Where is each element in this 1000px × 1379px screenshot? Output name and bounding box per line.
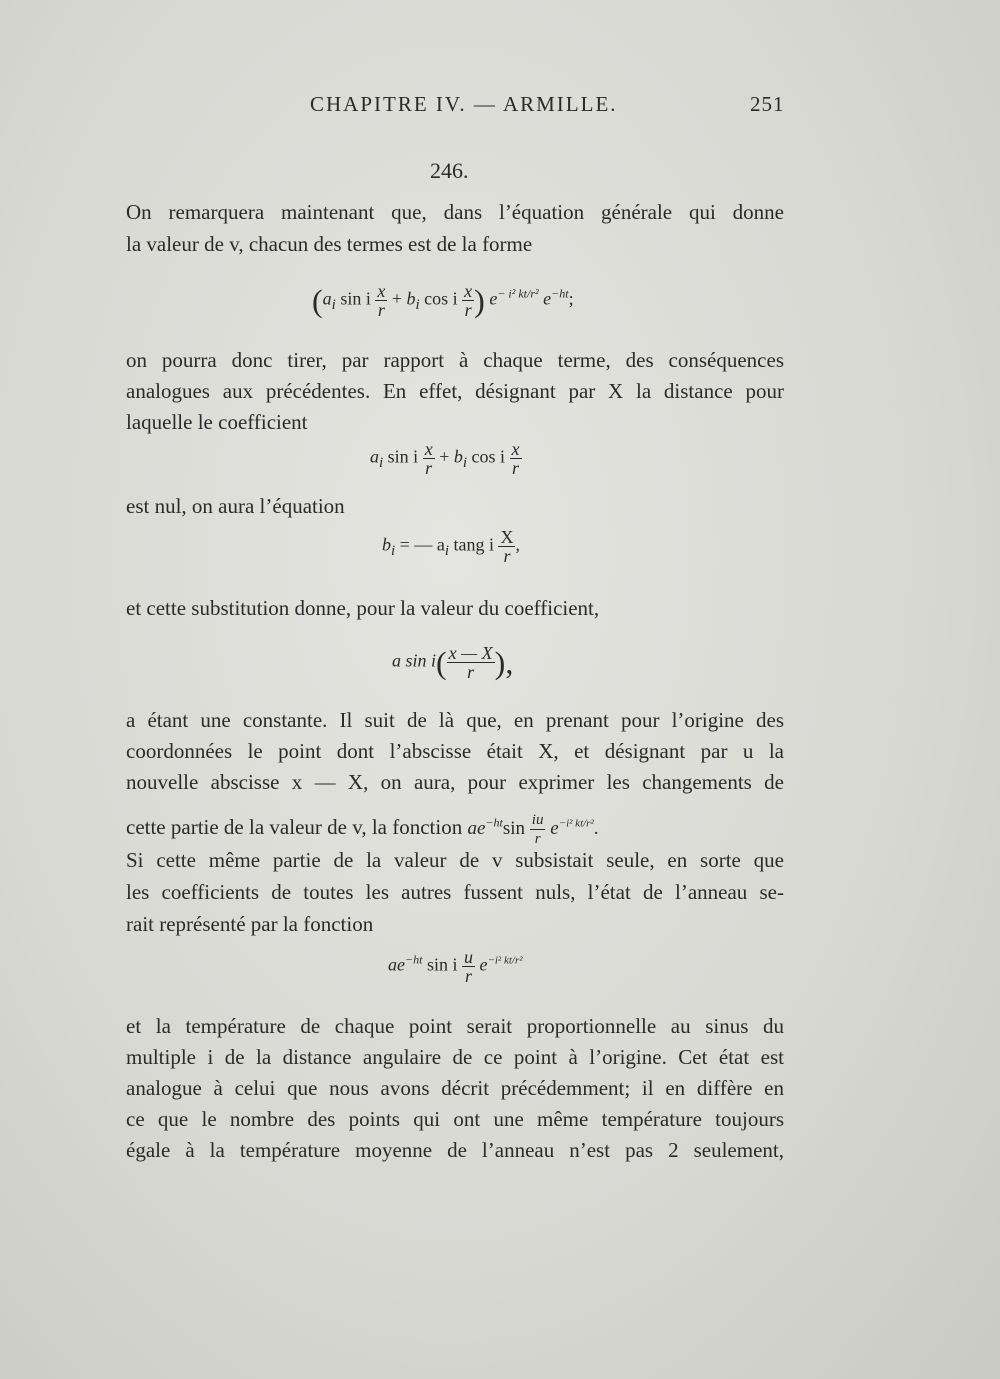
paragraph-line: nouvelle abscisse x — X, on aura, pour exprimer les changements de <box>126 770 784 794</box>
paragraph-line: ce que le nombre des points qui ont une même température toujours <box>126 1107 784 1131</box>
paragraph-line: les coefficients de toutes les autres fussent nuls, l’état de l’anneau se- <box>126 880 784 904</box>
formula-b-equation: $b_i$ = — $a_i$ tang i $\frac{X}{r}$ , <box>382 527 520 566</box>
paragraph-line: a étant une constante. Il suit de là que, en prenant pour l’origine des <box>126 708 784 732</box>
paragraph-line: et cette substitution donne, pour la valeur du coefficient, <box>126 596 600 620</box>
paragraph-line: rait représenté par la fonction <box>126 912 374 936</box>
paragraph-line: analogues aux précédentes. En effet, désignant par X la distance pour <box>126 379 784 403</box>
section-number: 246. <box>430 158 469 183</box>
paragraph-line: multiple i de la distance angulaire de ce point à l’origine. Cet état est <box>126 1045 784 1069</box>
paragraph-line: la valeur de v, chacun des termes est de la forme <box>126 232 533 256</box>
formula-term-form: ($a_i$ sin i $\frac{x}{r}$ + $b_i$ cos i $\frac{x}{r}$ ) $e^{- i^2 kt/r^2}$ $e^{-ht}$; <box>312 281 574 320</box>
paragraph-line: analogue à celui que nous avons décrit précédemment; il en diffère en <box>126 1076 784 1100</box>
paragraph-line: cette partie de la valeur de v, la fonction $ae^{-ht}\sin$ $\frac{iu}{r}$ $e^{-i^2 kt/r^2}$. <box>126 812 599 847</box>
paragraph-line: égale à la température moyenne de l’anneau n’est pas 2 seulement, <box>126 1138 784 1162</box>
formula-coefficient: $a_i$ sin i $\frac{x}{r}$ + $b_i$ cos i $\frac{x}{r}$ <box>370 439 520 478</box>
page-number: 251 <box>750 92 785 116</box>
paragraph-line: Si cette même partie de la valeur de v subsistait seule, en sorte que <box>126 848 784 872</box>
running-header <box>0 92 1000 122</box>
formula-sine-coefficient: a sin i( $\frac{x — X}{r}$ ), <box>392 643 514 682</box>
paragraph-line: coordonnées le point dont l’abscisse était X, et désignant par u la <box>126 739 784 763</box>
paragraph-line: laquelle le coefficient <box>126 410 308 434</box>
paragraph-line: On remarquera maintenant que, dans l’équation générale qui donne <box>126 200 784 224</box>
paragraph-line: et la température de chaque point serait proportionnelle au sinus du <box>126 1014 784 1038</box>
paragraph-line: est nul, on aura l’équation <box>126 494 345 518</box>
paragraph-line: on pourra donc tirer, par rapport à chaque terme, des conséquences <box>126 348 784 372</box>
formula-ring-state: $ae^{-ht}$ sin i $\frac{u}{r}$ $e^{-i^2 kt/r^2}$ <box>388 947 523 986</box>
formula-function: $ae^{-ht}\sin$ $\frac{iu}{r}$ $e^{-i^2 kt/r^2}$. <box>467 812 599 847</box>
chapter-title: CHAPITRE IV. — ARMILLE. <box>310 92 618 116</box>
